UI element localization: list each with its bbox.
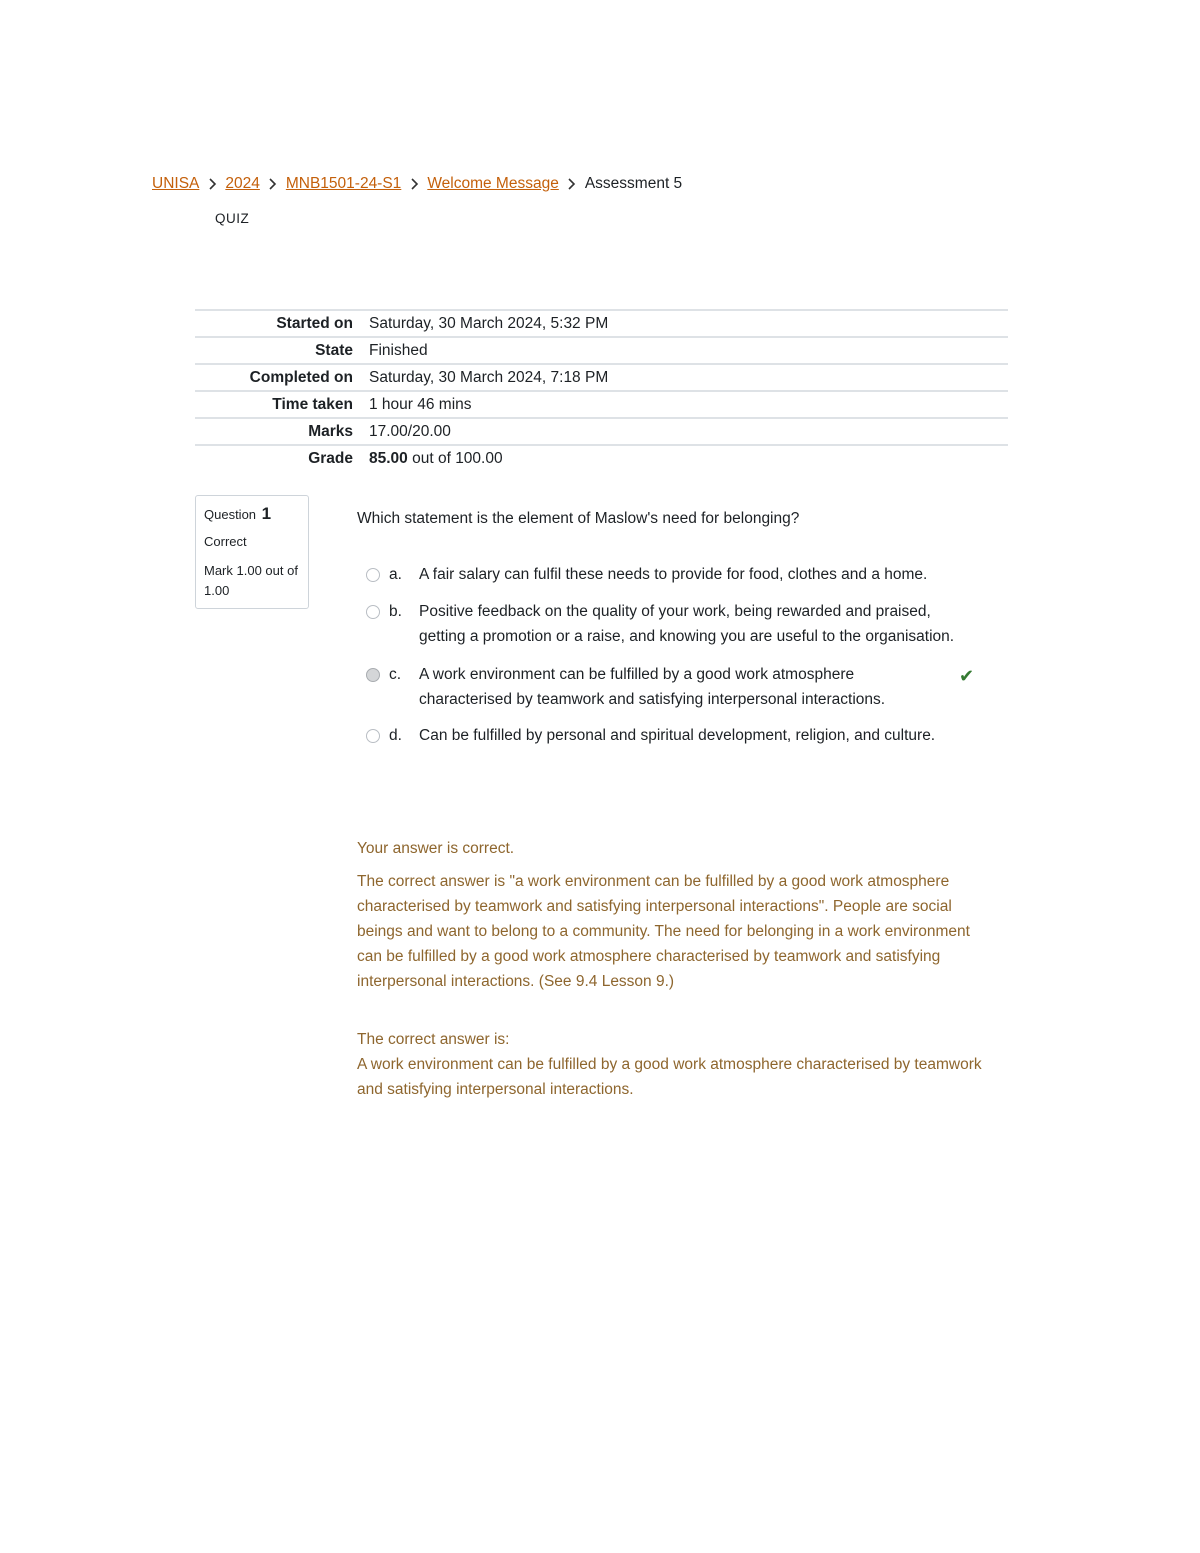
question-info-box [195,495,309,609]
answer-option-d[interactable] [362,723,982,748]
summary-row-grade [195,445,1008,472]
answer-letter: b. [389,603,402,620]
right-answer-text: A work environment can be fulfilled by a good work atmosphere characterised by teamwork and satisfying interpersonal interactions. [357,1056,982,1098]
answer-letter: c. [389,666,402,683]
summary-label: Time taken [272,395,353,413]
grade-score: 85.00 [369,450,408,467]
summary-value: 17.00/20.00 [369,422,451,440]
radio-button[interactable] [366,605,380,619]
question-label: Question [204,507,257,522]
chevron-right-icon [199,174,225,194]
answer-option-a[interactable] [362,562,982,587]
summary-value: Finished [369,341,428,359]
feedback-panel [357,836,987,1102]
general-feedback: The correct answer is "a work environment can be fulfilled by a good work atmosphere characterised by teamwork and satisfying interpersonal interactions". People are social beings and want to belong to a community. The need for belonging in a work environment can be fulfilled by a good work atmosphere characterised by teamwork and satisfying interpersonal interactions. (See 9.4 Lesson 9.) [357,873,970,990]
answer-letter: d. [389,727,402,744]
breadcrumb-current: Assessment 5 [584,175,683,192]
question-number-value: 1 [261,504,272,523]
question-number [204,504,300,524]
radio-button-selected[interactable] [366,668,380,682]
summary-row-time [195,391,1008,418]
answer-option-c[interactable] [362,662,982,712]
answer-text: A fair salary can fulfil these needs to provide for food, clothes and a home. [419,566,928,583]
summary-value: 1 hour 46 mins [369,395,472,413]
summary-value: Saturday, 30 March 2024, 5:32 PM [369,314,609,332]
summary-label: Started on [276,314,353,332]
answer-option-b[interactable] [362,599,982,649]
answer-list [362,562,982,748]
right-answer [357,1027,987,1102]
right-answer-label: The correct answer is: [357,1031,510,1048]
answer-text: Can be fulfilled by personal and spiritual development, religion, and culture. [419,727,936,744]
grade-suffix: out of 100.00 [407,450,503,467]
answer-text: Positive feedback on the quality of your work, being rewarded and praised, getting a promotion or a raise, and knowing you are useful to the organisation. [419,603,955,645]
specific-feedback: Your answer is correct. [357,840,515,857]
chevron-right-icon [260,174,286,194]
summary-label: Grade [308,450,353,467]
question-state: Correct [204,534,247,549]
answer-text: A work environment can be fulfilled by a good work atmosphere characterised by teamwork and satisfying interpersonal interactions. [419,666,886,708]
question-mark: Mark 1.00 out of 1.00 [204,563,298,598]
activity-type-label: QUIZ [215,211,250,226]
question-text: Which statement is the element of Maslow's need for belonging? [357,510,800,527]
summary-label: Marks [308,422,353,440]
chevron-right-icon [401,174,427,194]
summary-row-marks [195,418,1008,445]
summary-row-state [195,337,1008,364]
radio-button[interactable] [366,568,380,582]
breadcrumb-link-year[interactable]: 2024 [225,175,260,192]
answer-letter: a. [389,566,402,583]
summary-value [361,445,1008,472]
breadcrumb-link-unisa[interactable]: UNISA [152,175,200,192]
summary-label: State [315,341,353,359]
summary-row-started [195,310,1008,337]
summary-row-completed [195,364,1008,391]
check-icon: ✔ [959,666,975,686]
summary-value: Saturday, 30 March 2024, 7:18 PM [369,368,609,386]
radio-button[interactable] [366,729,380,743]
breadcrumb-link-section[interactable]: Welcome Message [427,175,559,192]
chevron-right-icon [559,174,585,194]
breadcrumb-link-course[interactable]: MNB1501-24-S1 [285,175,402,192]
attempt-summary-table [195,309,1008,472]
summary-label: Completed on [249,368,353,386]
breadcrumb [152,174,682,194]
